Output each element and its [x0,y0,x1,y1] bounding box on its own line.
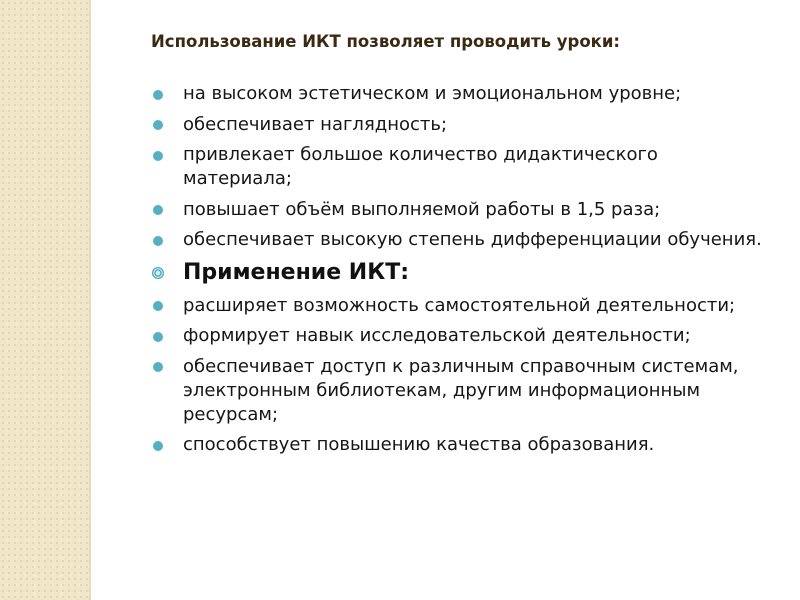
list-item [151,433,771,457]
list-item-text: на высоком эстетическом и эмоциональном уровне; [183,83,682,104]
bullet-icon [153,236,163,246]
list-item-text: обеспечивает доступ к различным справочным системам, электронным библиотекам, другим информационным ресурсам; [183,355,739,425]
bullet-icon [153,332,163,342]
list-item-text: обеспечивает высокую степень дифференциации обучения. [183,229,762,250]
list-item-text: повышает объём выполняемой работы в 1,5 раза; [183,198,661,220]
list-item [151,113,771,137]
list-item-text: расширяет возможность самостоятельной деятельности; [183,294,736,316]
list-item-text: привлекает большое количество дидактического материала; [183,144,658,189]
bullet-icon [153,301,163,311]
list-item [151,82,771,106]
bullet-icon [153,441,163,451]
bullet-target-icon [152,267,164,279]
bullet-icon [153,205,163,215]
bullet-list [151,82,771,464]
list-item-text: обеспечивает наглядность; [183,113,448,135]
list-item [151,198,771,222]
list-item [151,143,771,191]
section-heading [151,259,771,287]
side-band-divider [89,0,91,600]
list-item-text: формирует навык исследовательской деятельности; [183,325,691,346]
list-item [151,294,771,318]
section-heading-text: Применение ИКТ: [183,259,409,285]
list-item-text: способствует повышению качества образования. [183,434,655,455]
slide-title: Использование ИКТ позволяет проводить уроки: [151,32,621,51]
list-item [151,228,771,252]
decorative-side-band [0,0,89,600]
bullet-icon [153,120,163,130]
bullet-icon [153,90,163,100]
list-item [151,324,771,348]
list-item [151,355,771,427]
bullet-icon [153,151,163,161]
bullet-icon [153,362,163,372]
